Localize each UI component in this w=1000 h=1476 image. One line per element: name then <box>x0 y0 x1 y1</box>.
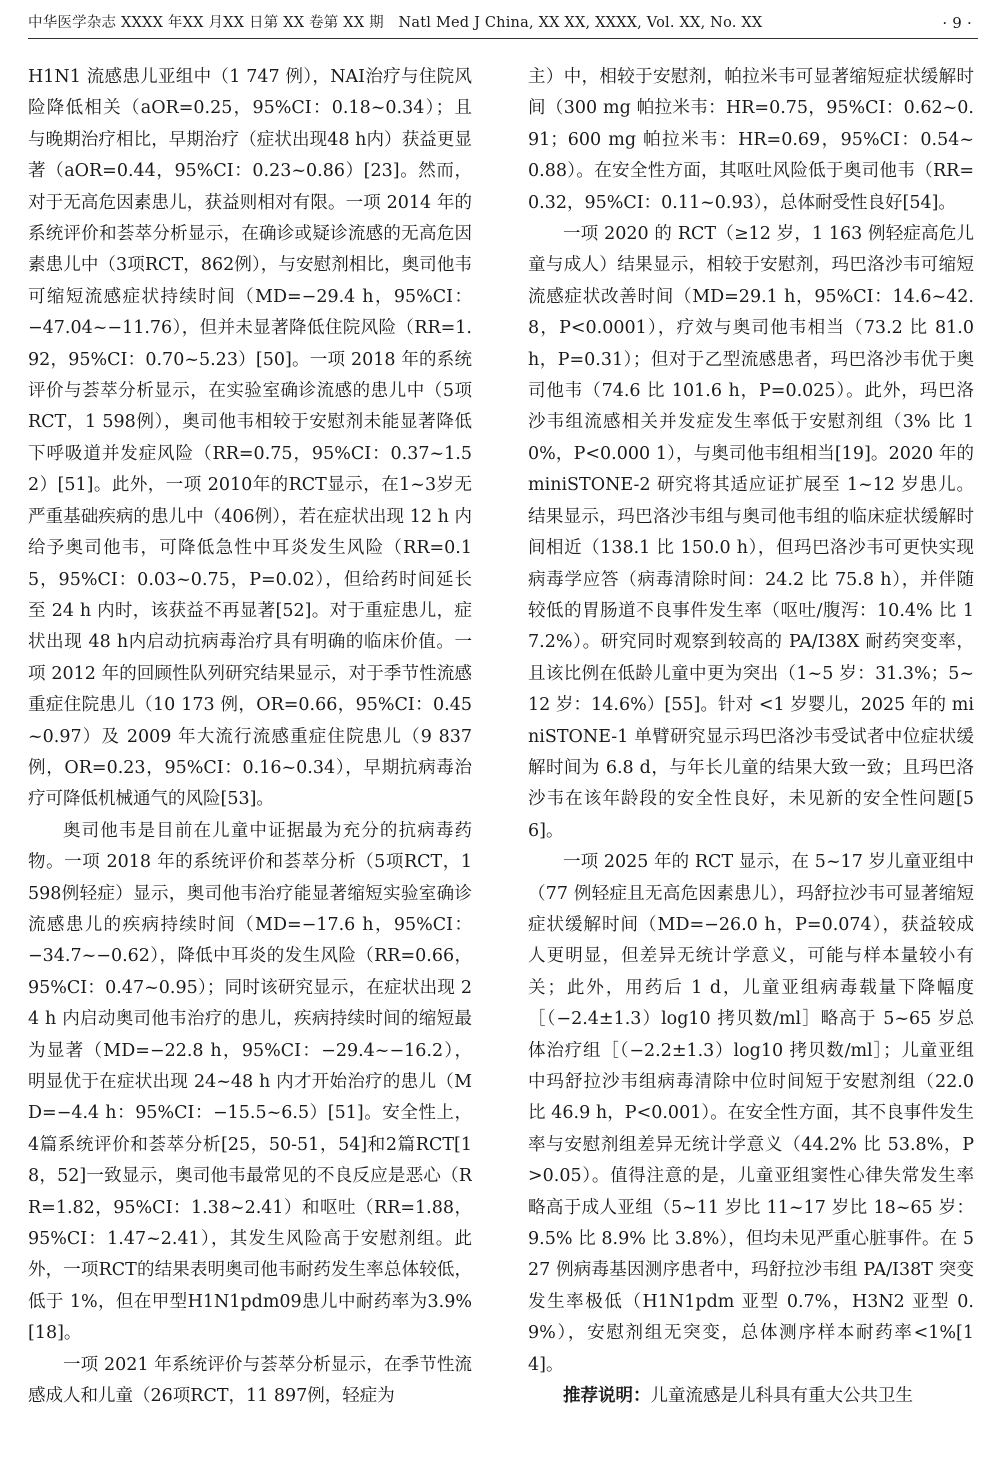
paragraph: 一项 2021 年系统评价与荟萃分析显示，在季节性流感成人和儿童（26项RCT，11 897例，轻症为 <box>28 1354 472 1407</box>
recommendation-label: 推荐说明： <box>563 1386 651 1407</box>
header-rule <box>28 38 978 39</box>
paragraph: 一项 2025 年的 RCT 显示，在 5~17 岁儿童亚组中（77 例轻症且无高危因素患儿），玛舒拉沙韦可显著缩短症状缓解时间（MD=−26.0 h，P=0.074），获益较成人更明显，但差异无统计学意义，可能与样本量较小有关；此外，用药后 1 d，儿童亚组病毒载量下降幅度［（−2.4±1.3）log10 拷贝数/ml］略高于 5~65 岁总体治疗组［（−2.2±1.3）log10 拷贝数/ml］；儿童亚组中玛舒拉沙韦组病毒清除中位时间短于安慰剂组（22.0 比 46.9 h，P<0.001）。在安全性方面，其不良事件发生率与安慰剂组差异无统计学意义（44.2% 比 53.8%，P>0.05）。值得注意的是，儿童亚组窦性心律失常发生率略高于成人亚组（5~11 岁比 11~17 岁比 18~65 岁：9.5% 比 8.9% 比 3.8%），但均未见严重心脏事件。在 527 例病毒基因测序患者中，玛舒拉沙韦组 PA/I38T 突变发生率极低（H1N1pdm 亚型 0.7%，H3N2 亚型 0.9%），安慰剂组无突变，总体测序样本耐药率<1%[14]。 <box>528 852 974 1375</box>
paragraph: 奥司他韦是目前在儿童中证据最为充分的抗病毒药物。一项 2018 年的系统评价和荟萃分析（5项RCT，1 598例轻症）显示，奥司他韦治疗能显著缩短实验室确诊流感患儿的疾病持续时间（MD=−17.6 h，95%CI：−34.7~−0.62），降低中耳炎的发生风险（RR=0.66，95%CI：0.47~0.95）；同时该研究显示，在症状出现 24 h 内启动奥司他韦治疗的患儿，疾病持续时间的缩短最为显著（MD=−22.8 h，95%CI：−29.4~−16.2），明显优于在症状出现 24~48 h 内才开始治疗的患儿（MD=−4.4 h：95%CI：−15.5~6.5）[51]。安全性上，4篇系统评价和荟萃分析[25，50-51，54]和2篇RCT[18，52]一致显示，奥司他韦最常见的不良反应是恶心（RR=1.82，95%CI：1.38~2.41）和呕吐（RR=1.88，95%CI：1.47~2.41），其发生风险高于安慰剂组。此外，一项RCT的结果表明奥司他韦耐药发生率总体较低，低于 1%，但在甲型H1N1pdm09患儿中耐药率为3.9%[18]。 <box>28 820 472 1344</box>
right-column <box>528 62 974 1467</box>
recommendation-paragraph <box>528 1381 974 1412</box>
page-number: · 9 · <box>942 14 972 32</box>
paragraph: H1N1 流感患儿亚组中（1 747 例），NAI治疗与住院风险降低相关（aOR=0.25，95%CI：0.18~0.34）；且与晚期治疗相比，早期治疗（症状出现48 h内）获益更显著（aOR=0.44，95%CI：0.23~0.86）[23]。然而，对于无高危因素患儿，获益则相对有限。一项 2014 年的系统评价和荟萃分析显示，在确诊或疑诊流感的无高危因素患儿中（3项RCT，862例），与安慰剂相比，奥司他韦可缩短流感症状持续时间（MD=−29.4 h，95%CI：−47.04~−11.76），但并未显著降低住院风险（RR=1.92，95%CI：0.70~5.23）[50]。一项 2018 年的系统评价与荟萃分析显示，在实验室确诊流感的患儿中（5项RCT，1 598例），奥司他韦相较于安慰剂未能显著降低下呼吸道并发症风险（RR=0.75，95%CI：0.37~1.52）[51]。此外，一项 2010年的RCT显示，在1~3岁无严重基础疾病的患儿中（406例），若在症状出现 12 h 内给予奥司他韦，可降低急性中耳炎发生风险（RR=0.15，95%CI：0.03~0.75，P=0.02），但给药时间延长至 24 h 内时，该获益不再显著[52]。对于重症患儿，症状出现 48 h内启动抗病毒治疗具有明确的临床价值。一项 2012 年的回顾性队列研究结果显示，对于季节性流感重症住院患儿（10 173 例，OR=0.66，95%CI：0.45~0.97）及 2009 年大流行流感重症住院患儿（9 837 例，OR=0.23，95%CI：0.16~0.34），早期抗病毒治疗可降低机械通气的风险[53]。 <box>28 67 472 810</box>
running-header <box>28 10 978 36</box>
paragraph: 主）中，相较于安慰剂，帕拉米韦可显著缩短症状缓解时间（300 mg 帕拉米韦：HR=0.75，95%CI：0.62~0.91；600 mg 帕拉米韦：HR=0.69，95%CI：0.54~0.88）。在安全性方面，其呕吐风险低于奥司他韦（RR=0.32，95%CI：0.11~0.93），总体耐受性良好[54]。 <box>528 67 974 213</box>
left-column <box>28 62 472 1467</box>
journal-citation: 中华医学杂志 XXXX 年XX 月XX 日第 XX 卷第 XX 期 Natl Med J China, XX XX, XXXX, Vol. XX, No. XX <box>28 15 763 31</box>
paragraph: 一项 2020 的 RCT（≥12 岁，1 163 例轻症高危儿童与成人）结果显示，相较于安慰剂，玛巴洛沙韦可缩短流感症状改善时间（MD=29.1 h，95%CI：14.6~42.8，P<0.0001），疗效与奥司他韦相当（73.2 比 81.0 h，P=0.31）；但对于乙型流感患者，玛巴洛沙韦优于奥司他韦（74.6 比 101.6 h，P=0.025）。此外，玛巴洛沙韦组流感相关并发症发生率低于安慰剂组（3% 比 10%，P<0.000 1），与奥司他韦组相当[19]。2020 年的 miniSTONE-2 研究将其适应证扩展至 1~12 岁患儿。结果显示，玛巴洛沙韦组与奥司他韦组的临床症状缓解时间相近（138.1 比 150.0 h），但玛巴洛沙韦可更快实现病毒学应答（病毒清除时间：24.2 比 75.8 h），并伴随较低的胃肠道不良事件发生率（呕吐/腹泻：10.4% 比 17.2%）。研究同时观察到较高的 PA/I38X 耐药突变率，且该比例在低龄儿童中更为突出（1~5 岁：31.3%；5~12 岁：14.6%）[55]。针对 <1 岁婴儿，2025 年的 miniSTONE-1 单臂研究显示玛巴洛沙韦受试者中位症状缓解时间为 6.8 d，与年长儿童的结果大致一致；且玛巴洛沙韦在该年龄段的安全性良好，未见新的安全性问题[56]。 <box>528 224 974 841</box>
recommendation-text: 儿童流感是儿科具有重大公共卫生 <box>650 1386 913 1407</box>
